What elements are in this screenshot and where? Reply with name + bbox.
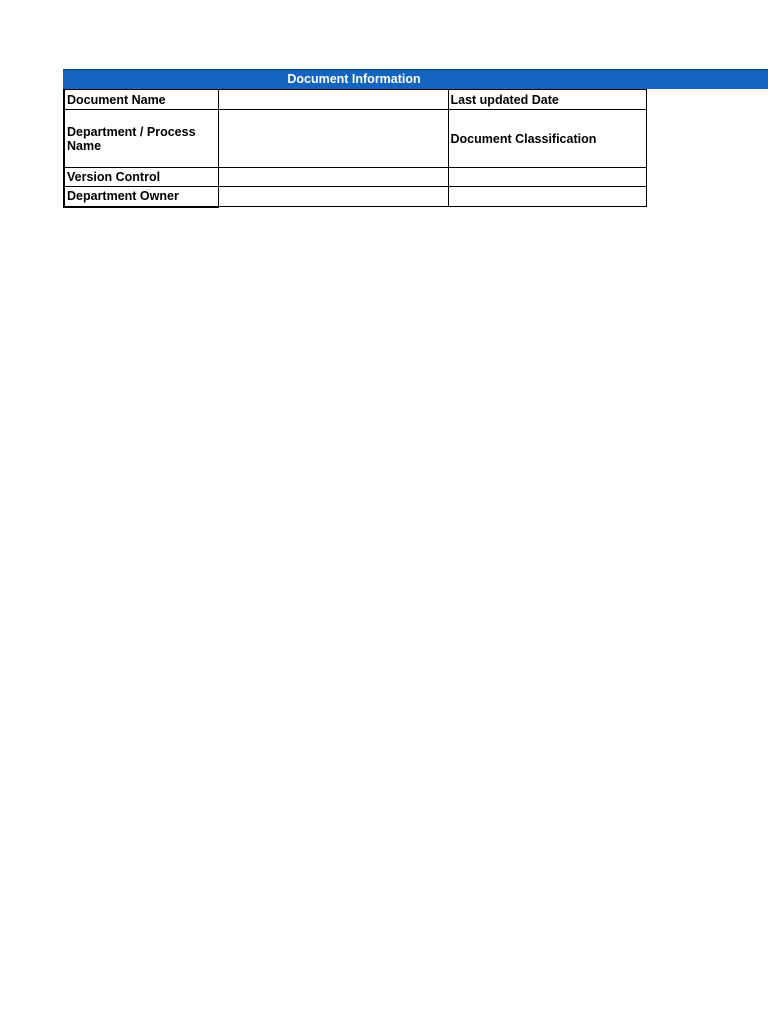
document-info-title: Document Information	[287, 72, 421, 86]
version-control-value[interactable]	[218, 168, 448, 187]
document-name-label: Document Name	[64, 90, 218, 110]
department-owner-right-value[interactable]	[448, 187, 646, 207]
department-process-name-value[interactable]	[218, 110, 448, 168]
document-name-value[interactable]	[218, 90, 448, 110]
last-updated-date-label: Last updated Date	[448, 90, 646, 110]
version-control-right-value[interactable]	[448, 168, 646, 187]
department-process-name-label: Department / Process Name	[64, 110, 218, 168]
table-row	[64, 90, 646, 110]
table-row	[64, 110, 646, 168]
table-row	[64, 168, 646, 187]
table-row	[64, 187, 646, 207]
document-info-table	[63, 89, 647, 208]
department-owner-label: Department Owner	[64, 187, 218, 207]
department-owner-value[interactable]	[218, 187, 448, 207]
document-classification-label: Document Classification	[448, 110, 646, 168]
version-control-label: Version Control	[64, 168, 218, 187]
